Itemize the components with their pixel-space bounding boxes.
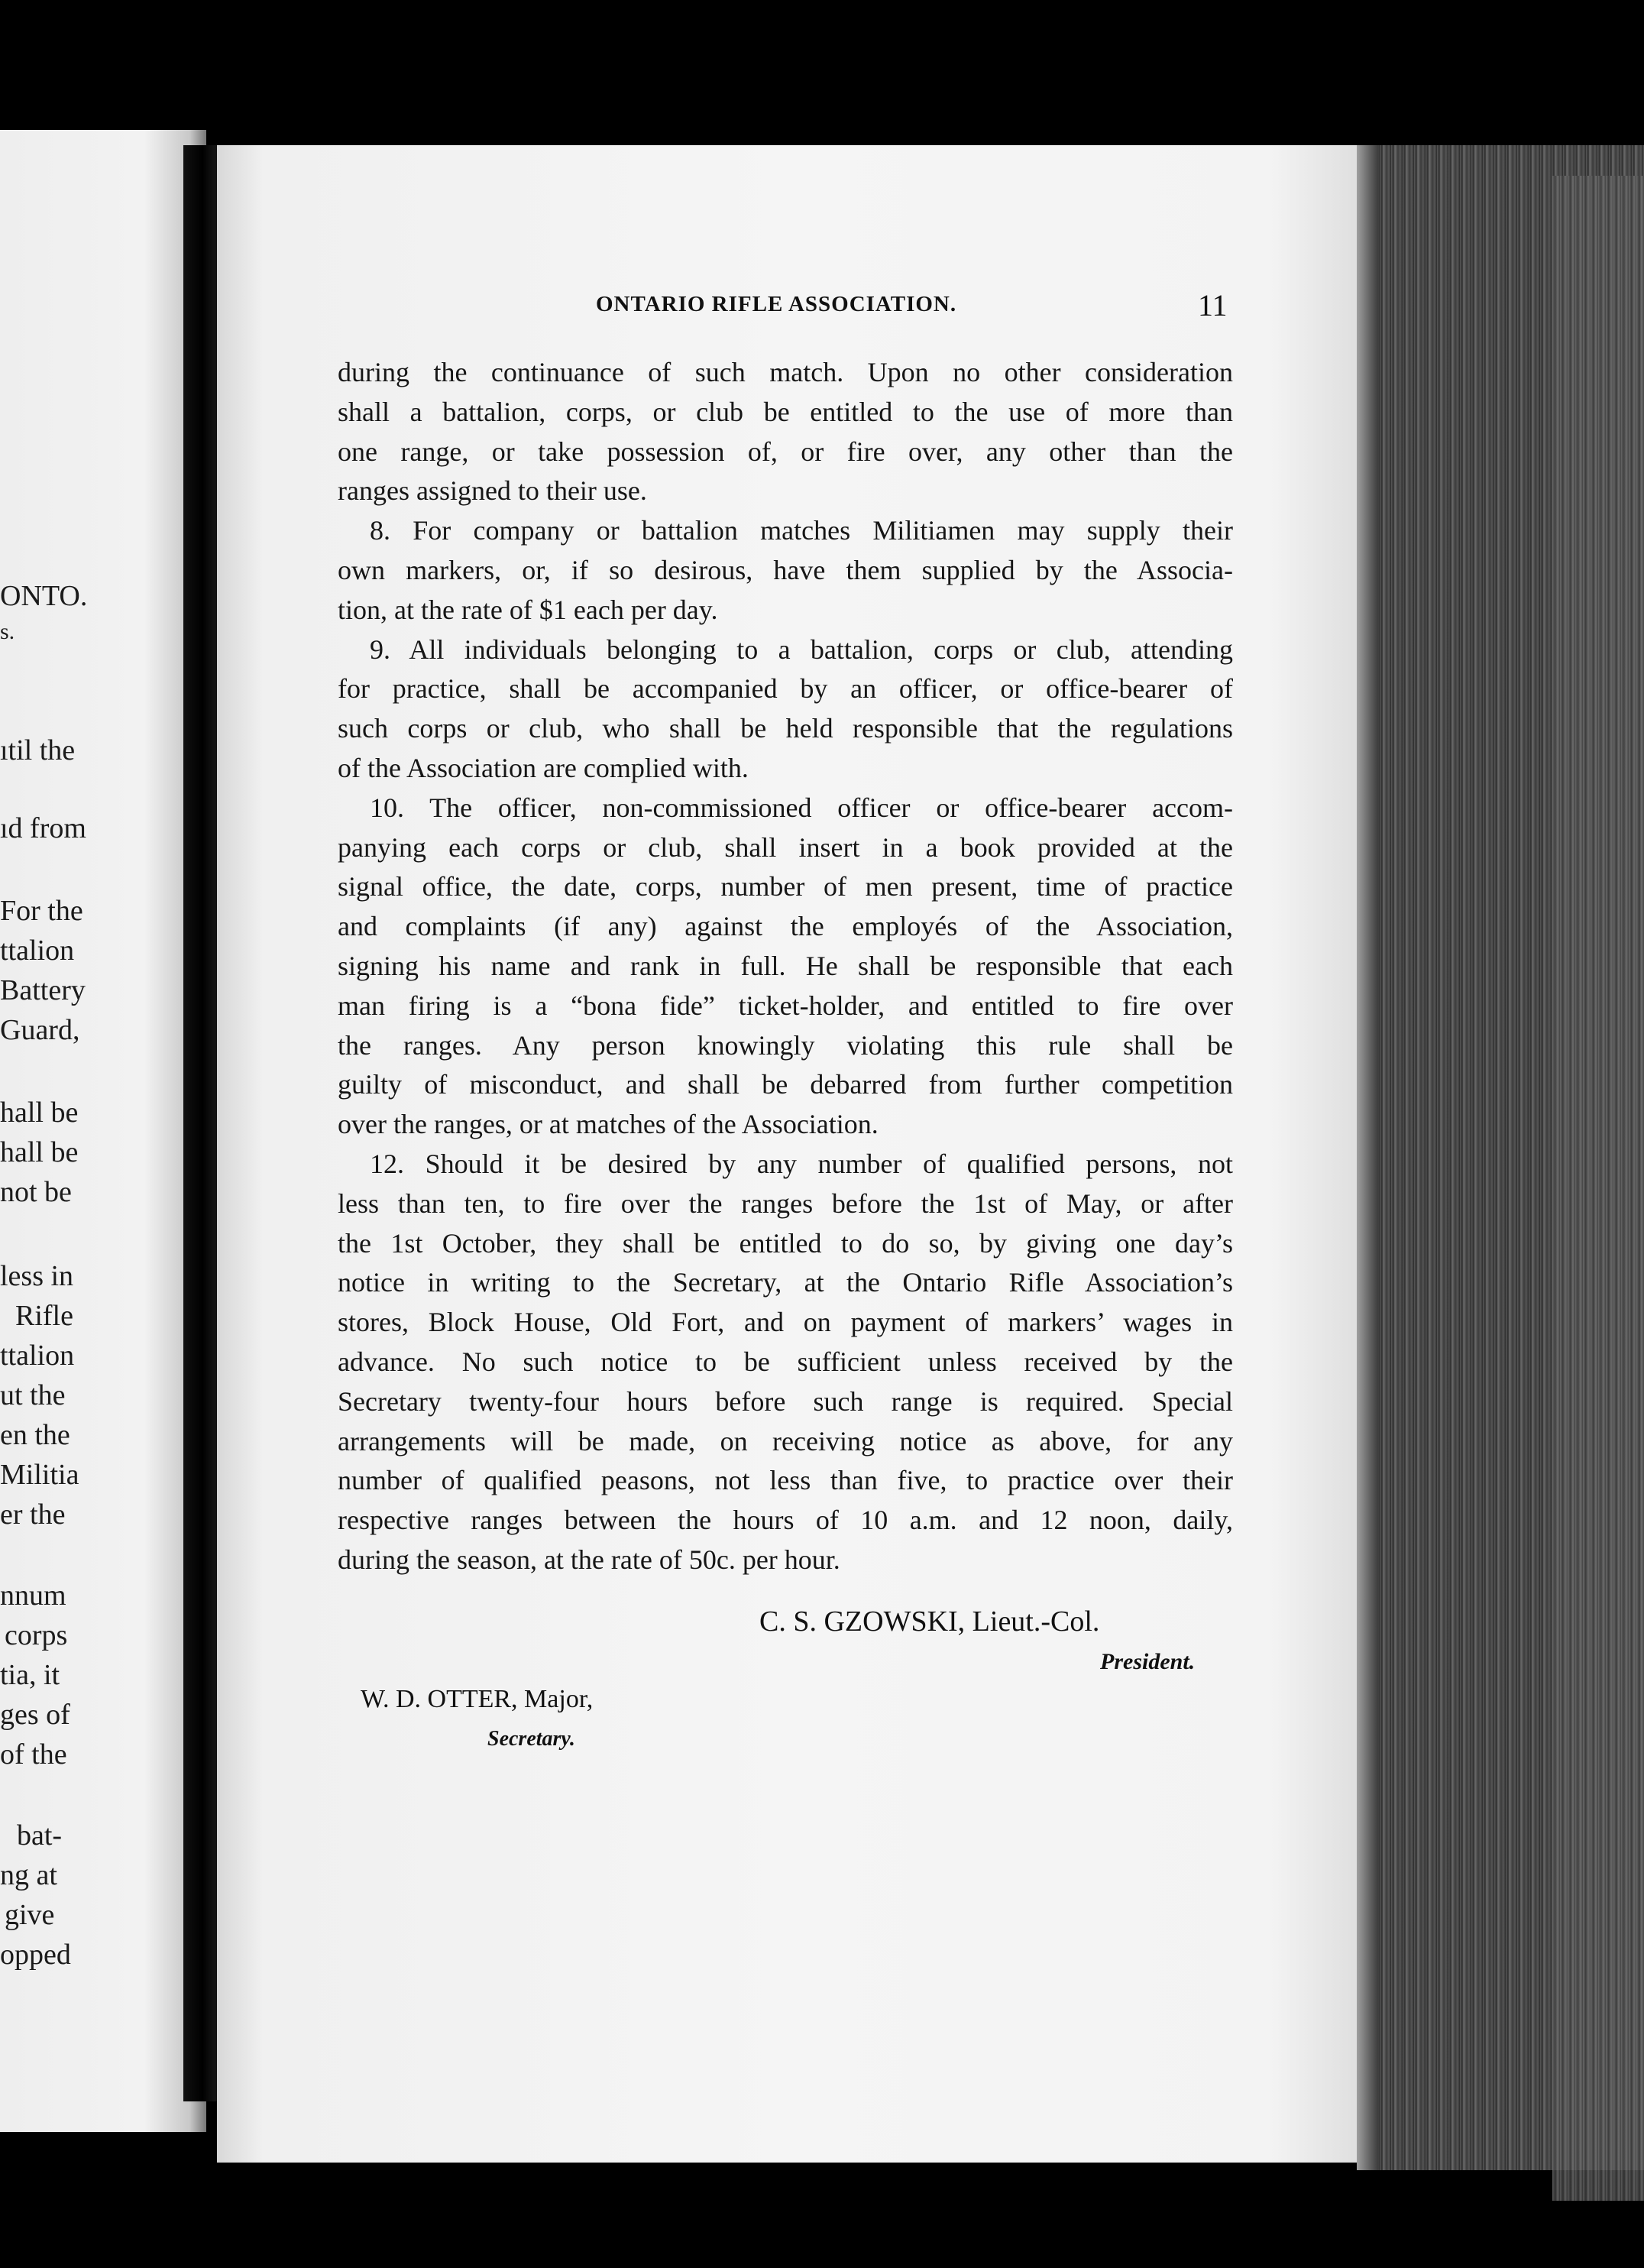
- left-page: [0, 130, 206, 2132]
- left-fragment: Guard,: [0, 1014, 80, 1046]
- left-fragment: give: [5, 1899, 55, 1931]
- left-fragment: For the: [0, 895, 83, 927]
- left-fragment: ONTO.: [0, 580, 88, 612]
- text-line: signing his name and rank in full. He shall be responsible that each: [338, 950, 1233, 981]
- text-line: the ranges. Any person knowingly violating this rule shall be: [338, 1029, 1233, 1061]
- left-fragment: ut the: [0, 1379, 66, 1411]
- text-line: ranges assigned to their use.: [338, 475, 647, 507]
- running-header: ONTARIO RIFLE ASSOCIATION.: [596, 292, 957, 316]
- page-number: 11: [1198, 288, 1228, 322]
- text-line: 8. For company or battalion matches Militiamen may supply their: [370, 515, 1233, 546]
- body-text: [338, 353, 1233, 1580]
- left-fragment: Rifle: [15, 1300, 73, 1332]
- left-fragment: ng at: [0, 1859, 57, 1891]
- text-line: number of qualified peasons, not less than five, to practice over their: [338, 1465, 1233, 1496]
- text-line: tion, at the rate of $1 each per day.: [338, 594, 718, 625]
- text-line: and complaints (if any) against the employés of the Association,: [338, 911, 1233, 942]
- left-fragment: ıd from: [0, 812, 86, 844]
- text-line: arrangements will be made, on receiving notice as above, for any: [338, 1425, 1233, 1456]
- text-line: panying each corps or club, shall insert in a book provided at the: [338, 831, 1233, 863]
- text-line: during the continuance of such match. Upon no other consideration: [338, 357, 1233, 387]
- left-fragment: ges of: [0, 1699, 70, 1731]
- text-line: over the ranges, or at matches of the Association.: [338, 1109, 879, 1140]
- secretary-name: W. D. OTTER, Major,: [361, 1685, 594, 1713]
- left-fragment: er the: [0, 1498, 66, 1531]
- president-name: C. S. GZOWSKI, Lieut.-Col.: [759, 1605, 1100, 1638]
- text-line: stores, Block House, Old Fort, and on payment of markers’ wages in: [338, 1307, 1233, 1338]
- left-fragment: ttalion: [0, 935, 75, 967]
- text-line: signal office, the date, corps, number of men present, time of practice: [338, 871, 1233, 902]
- text-line: less than ten, to fire over the ranges before the 1st of May, or after: [338, 1187, 1233, 1219]
- left-fragment: bat-: [17, 1819, 63, 1852]
- left-fragment: en the: [0, 1419, 70, 1451]
- text-line: guilty of misconduct, and shall be debarred from further competition: [338, 1069, 1233, 1100]
- text-line: own markers, or, if so desirous, have them supplied by the Associa-: [338, 554, 1233, 585]
- page-edges: [1357, 145, 1644, 2170]
- left-fragment: ıtil the: [0, 734, 76, 766]
- left-fragment: not be: [0, 1176, 72, 1208]
- left-fragment: hall be: [0, 1097, 79, 1129]
- text-line: 10. The officer, non-commissioned officer or office-bearer accom-: [370, 792, 1233, 823]
- text-line: of the Association are complied with.: [338, 752, 749, 783]
- left-fragment: ttalion: [0, 1340, 75, 1372]
- text-line: respective ranges between the hours of 10 a.m. and 12 noon, daily,: [338, 1505, 1233, 1536]
- text-line: Secretary twenty-four hours before such range is required. Special: [338, 1385, 1233, 1417]
- left-fragment: Militia: [0, 1459, 79, 1491]
- text-line: notice in writing to the Secretary, at the Ontario Rifle Association’s: [338, 1267, 1233, 1298]
- text-line: man firing is a “bona fide” ticket-holder, and entitled to fire over: [338, 990, 1233, 1021]
- left-fragment: nnum: [0, 1580, 66, 1612]
- text-line: shall a battalion, corps, or club be entitled to the use of more than: [338, 396, 1233, 427]
- left-fragment: opped: [0, 1939, 71, 1971]
- text-line: for practice, shall be accompanied by an officer, or office-bearer of: [338, 673, 1233, 705]
- text-line: 9. All individuals belonging to a battalion, corps or club, attending: [370, 633, 1233, 665]
- left-fragment: less in: [0, 1260, 74, 1292]
- secretary-title: Secretary.: [487, 1727, 575, 1751]
- book-gutter: [183, 145, 222, 2101]
- text-line: such corps or club, who shall be held responsible that the regulations: [338, 713, 1233, 744]
- text-line: one range, or take possession of, or fire over, any other than the: [338, 436, 1233, 467]
- text-line: advance. No such notice to be sufficient unless received by the: [338, 1346, 1233, 1377]
- left-fragment: Battery: [0, 974, 86, 1006]
- text-line: during the season, at the rate of 50c. per hour.: [338, 1544, 840, 1575]
- left-fragment: hall be: [0, 1136, 79, 1168]
- left-fragment: s.: [0, 619, 15, 644]
- president-title: President.: [1100, 1649, 1196, 1674]
- text-line: 12. Should it be desired by any number of qualified persons, not: [370, 1148, 1233, 1179]
- left-fragment: of the: [0, 1738, 67, 1771]
- left-fragment: tia, it: [0, 1659, 60, 1691]
- left-fragment: corps: [5, 1619, 68, 1651]
- text-line: the 1st October, they shall be entitled to do so, by giving one day’s: [338, 1227, 1233, 1259]
